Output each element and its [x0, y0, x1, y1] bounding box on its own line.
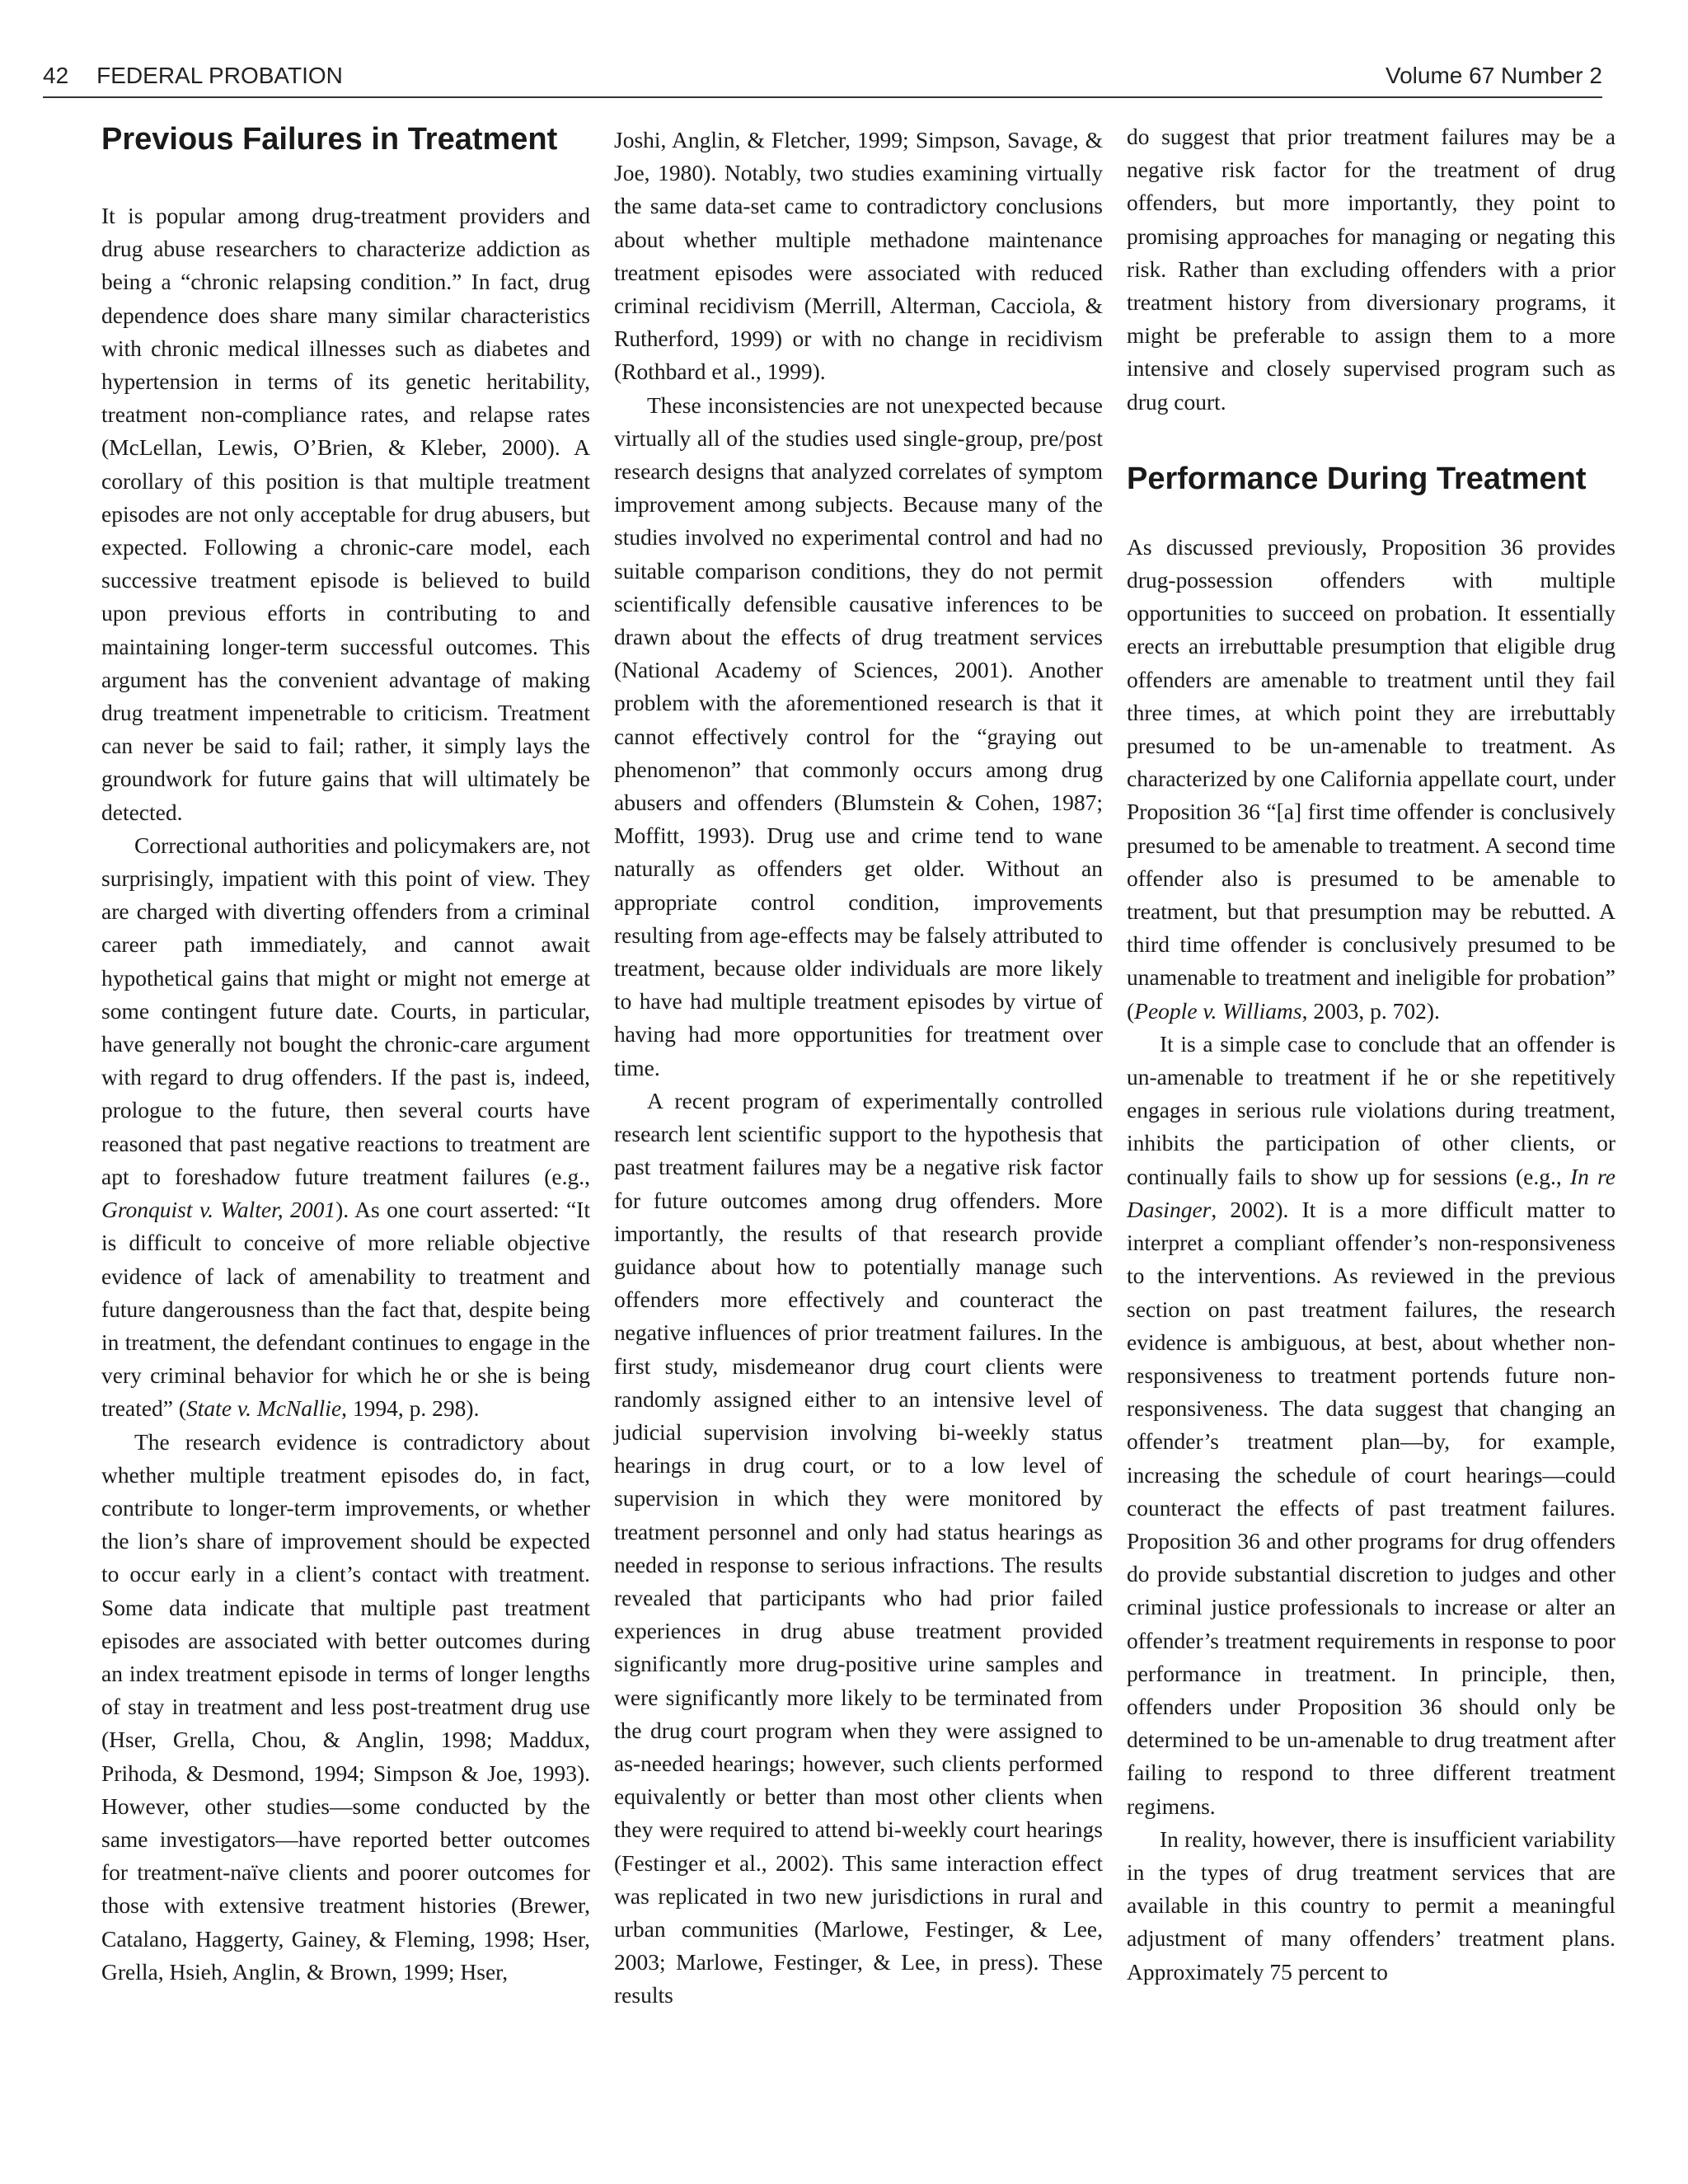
page-number: 42: [43, 63, 69, 88]
journal-title: FEDERAL PROBATION: [96, 63, 343, 88]
case-citation: In re Dasinger: [1127, 1163, 1615, 1222]
paragraph: A recent program of experimentally controlled research lent scientific support to the hypothesis that past treatment failures may be a negative risk factor for future outcomes among drug offenders. More importantly, the results of that research provide guidance about how to potentially manage such offenders more effectively and counteract the negative influences of prior treatment failures. In the first study, misdemeanor drug court clients were randomly assigned either to an intensive level of judicial supervision involving bi-weekly status hearings in drug court, or to a low level of supervision in which they were monitored by treatment personnel and only had status hearings as needed in response to serious infractions. The results revealed that participants who had prior failed experiences in drug abuse treatment provided significantly more drug-positive urine samples and were significantly more likely to be terminated from the drug court program when they were assigned to as-needed hearings; however, such clients performed equivalently or better than most other clients when they were required to attend bi-weekly court hearings (Festinger et al., 2002). This same interaction effect was replicated in two new jurisdictions in rural and urban communities (Marlowe, Festinger, & Lee, 2003; Marlowe, Festinger, & Lee, in press). These results: [614, 1087, 1103, 2008]
paragraph: The research evidence is contradictory about whether multiple treatment episodes do, in fact, contribute to longer-term improvements, or whether the lion’s share of improvement should be expected to occur early in a client’s contact with treatment. Some data indicate that multiple past treatment episodes are associated with better outcomes during an index treatment episode in terms of longer lengths of stay in treatment and less post-treatment drug use (Hser, Grella, Chou, & Anglin, 1998; Maddux, Prihoda, & Desmond, 1994; Simpson & Joe, 1993). However, other studies—some conducted by the same investigators—have reported better outcomes for treatment-naïve clients and poorer outcomes for those with extensive treatment histories (Brewer, Catalano, Haggerty, Gainey, & Fleming, 1998; Hser, Grella, Hsieh, Anglin, & Brown, 1999; Hser,: [101, 1428, 590, 1985]
volume-info: Volume 67 Number 2: [1385, 63, 1602, 88]
paragraph: Correctional authorities and policymakers are, not surprisingly, impatient with this point of view. They are charged with diverting offenders from a criminal career path immediately, and cannot await hypothetical gains that might or might not emerge at some contingent future date. Courts, in particular, have generally not bought the chronic-care argument with regard to drug offenders. If the past is, indeed, prologue to the future, then several courts have reasoned that past negative reactions to treatment are apt to foreshadow future treatment failures (e.g., Gronquist v. Walter, 2001). As one court asserted: “It is difficult to conceive of more reliable objective evidence of lack of amenability to treatment and future dangerousness than the fact that, despite being in treatment, the defendant continues to engage in the very criminal behavior for which he or she is being treated” (State v. McNallie, 1994, p. 298).: [101, 832, 590, 1422]
header-rule: [43, 96, 1602, 98]
case-citation: State v. McNallie: [186, 1395, 342, 1422]
paragraph-continued: Joshi, Anglin, & Fletcher, 1999; Simpson, Savage, & Joe, 1980). Notably, two studies examining virtually the same data-set came to contradictory conclusions about whether multiple methadone maintenance treatment episodes were associated with reduced criminal recidivism (Merrill, Alterman, Cacciola, & Rutherford, 1999) or with no change in recidivism (Rothbard et al., 1999).: [614, 127, 1103, 385]
section-heading-performance: Performance During Treatment: [1127, 461, 1587, 496]
section-heading-previous-failures: Previous Failures in Treatment: [101, 122, 558, 157]
column-1: [101, 120, 590, 1989]
column-2: [614, 124, 1103, 2013]
paragraph-continued: do suggest that prior treatment failures may be a negative risk factor for the treatment of drug offenders, but more importantly, they point to promising approaches for managing or negating this risk. Rather than excluding offenders with a prior treatment history from diversionary programs, it might be preferable to assign them to a more intensive and closely supervised program such as drug court.: [1127, 124, 1615, 415]
paragraph: It is popular among drug-treatment providers and drug abuse researchers to characterize addiction as being a “chronic relapsing condition.” In fact, drug dependence does share many similar characteristics with chronic medical illnesses such as diabetes and hypertension in terms of its genetic heritability, treatment non-compliance rates, and relapse rates (McLellan, Lewis, O’Brien, & Kleber, 2000). A corollary of this position is that multiple treatment episodes are not only acceptable for drug abusers, but expected. Following a chronic-care model, each successive treatment episode is believed to build upon previous efforts in contributing to and maintaining longer-term successful outcomes. This argument has the convenient advantage of making drug treatment impenetrable to criticism. Treatment can never be said to fail; rather, it simply lays the groundwork for future gains that will ultimately be detected.: [101, 203, 590, 825]
paragraph: As discussed previously, Proposition 36 provides drug-possession offenders with multiple opportunities to succeed on probation. It essentially erects an irrebuttable presumption that eligible drug offenders are amenable to treatment until they fail three times, at which point they are irrebuttably presumed to be un-amenable to treatment. As characterized by one California appellate court, under Proposition 36 “[a] first time offender is conclusively presumed to be amenable to treatment. A second time offender also is presumed to be amenable to treatment, but that presumption may be rebutted. A third time offender is conclusively presumed to be unamenable to treatment and ineligible for probation” (People v. Williams, 2003, p. 702).: [1127, 533, 1615, 1024]
paragraph: It is a simple case to conclude that an offender is un-amenable to treatment if he or she repetitively engages in serious rule violations during treatment, inhibits the participation of other clients, or continually fails to show up for sessions (e.g., In re Dasinger, 2002). It is a more difficult matter to interpret a compliant offender’s non-responsiveness to the interventions. As reviewed in the previous section on past treatment failures, the research evidence is ambiguous, at best, about whether non-responsiveness to treatment portends future non-responsiveness. The data suggest that changing an offender’s treatment plan—by, for example, increasing the schedule of court hearings—could counteract the effects of past treatment failures. Proposition 36 and other programs for drug offenders do provide substantial discretion to judges and other criminal justice professionals to increase or alter an offender’s treatment requirements in response to poor performance in treatment. In principle, then, offenders under Proposition 36 should only be determined to be un-amenable to drug treatment after failing to respond to three different treatment regimens.: [1127, 1030, 1615, 1819]
case-citation: People v. Williams: [1134, 997, 1302, 1024]
column-3: [1127, 120, 1615, 1989]
paragraph: In reality, however, there is insufficient variability in the types of drug treatment services that are available in this country to permit a meaningful adjustment of many offenders’ treatment plans. Approximately 75 percent to: [1127, 1825, 1615, 1985]
case-citation: Gronquist v. Walter, 2001: [101, 1197, 336, 1223]
paragraph: These inconsistencies are not unexpected because virtually all of the studies used single-group, pre/post research designs that analyzed correlates of symptom improvement among subjects. Because many of the studies involved no experimental control and had no suitable comparison conditions, they do not permit scientifically defensible causative inferences to be drawn about the effects of drug treatment services (National Academy of Sciences, 2001). Another problem with the aforementioned research is that it cannot effectively control for the “graying out phenomenon” that commonly occurs among drug abusers and offenders (Blumstein & Cohen, 1987; Moffitt, 1993). Drug use and crime tend to wane naturally as offenders get older. Without an appropriate control condition, improvements resulting from age-effects may be falsely attributed to treatment, because older individuals are more likely to have had multiple treatment episodes by virtue of having had more opportunities for treatment over time.: [614, 391, 1103, 1080]
running-header: [43, 59, 1602, 96]
header-left: [43, 59, 343, 92]
